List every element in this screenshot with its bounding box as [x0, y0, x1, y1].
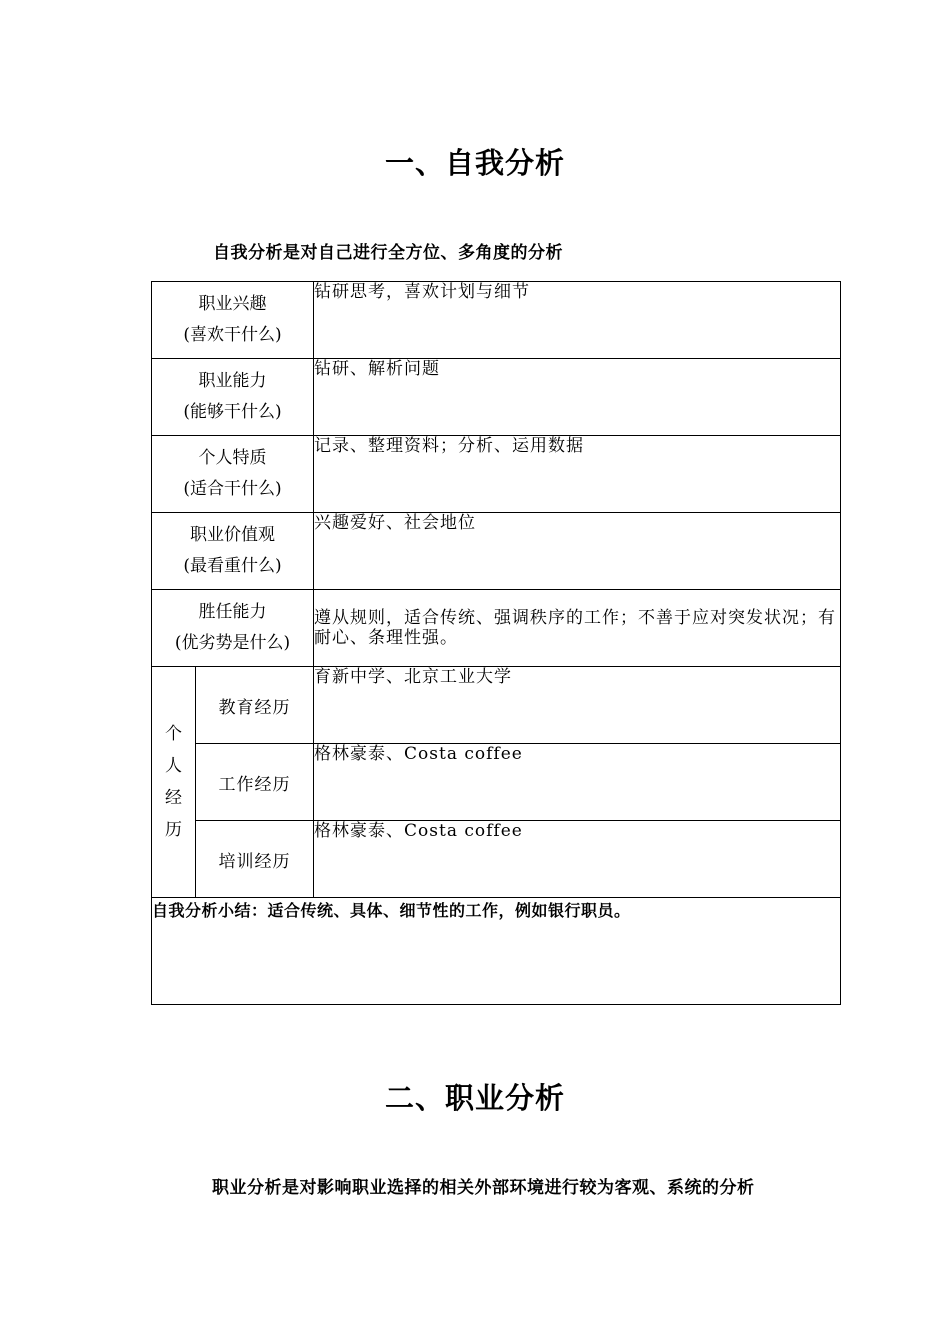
experience-group-char: 个 [165, 724, 182, 744]
row-value: 遵从规则，适合传统、强调秩序的工作；不善于应对突发状况；有耐心、条理性强。 [314, 590, 841, 667]
row-label: 胜任能力 [198, 602, 267, 622]
row-sublabel: (优劣势是什么) [174, 633, 291, 653]
experience-label: 培训经历 [196, 821, 314, 898]
row-label-cell [152, 282, 314, 359]
table-row [152, 359, 841, 436]
table-row [152, 282, 841, 359]
table-row [152, 436, 841, 513]
row-value: 钻研、解析问题 [314, 359, 841, 436]
row-sublabel: (能够干什么) [183, 402, 282, 422]
section-title-career-analysis: 二、职业分析 [384, 1081, 565, 1115]
experience-label: 教育经历 [196, 667, 314, 744]
table-row [152, 744, 841, 821]
row-label: 职业能力 [198, 371, 267, 391]
row-label-cell [152, 359, 314, 436]
table-row [152, 590, 841, 667]
row-value: 钻研思考，喜欢计划与细节 [314, 282, 841, 359]
self-analysis-summary: 自我分析小结：适合传统、具体、细节性的工作，例如银行职员。 [152, 898, 841, 1005]
experience-label: 工作经历 [196, 744, 314, 821]
self-analysis-table [151, 281, 841, 1005]
section-intro-career-analysis: 职业分析是对影响职业选择的相关外部环境进行较为客观、系统的分析 [212, 1178, 755, 1198]
row-sublabel: (适合干什么) [183, 479, 282, 499]
row-value: 记录、整理资料；分析、运用数据 [314, 436, 841, 513]
table-row [152, 898, 841, 1005]
table-row [152, 821, 841, 898]
experience-group-char: 历 [165, 820, 182, 840]
experience-group-char: 人 [165, 756, 182, 776]
table-row [152, 513, 841, 590]
experience-value: 育新中学、北京工业大学 [314, 667, 841, 744]
table-row [152, 667, 841, 744]
row-sublabel: (喜欢干什么) [183, 325, 282, 345]
experience-group-label [152, 667, 196, 898]
row-label: 职业价值观 [190, 525, 275, 545]
row-label-cell [152, 436, 314, 513]
row-label: 个人特质 [198, 448, 267, 468]
row-label-cell [152, 590, 314, 667]
experience-value: 格林豪泰、Costa coffee [314, 744, 841, 821]
row-sublabel: (最看重什么) [183, 556, 282, 576]
section-title-self-analysis: 一、自我分析 [384, 146, 565, 180]
section-intro-self-analysis: 自我分析是对自己进行全方位、多角度的分析 [213, 243, 563, 263]
row-value: 兴趣爱好、社会地位 [314, 513, 841, 590]
experience-group-char: 经 [165, 788, 182, 808]
row-label-cell [152, 513, 314, 590]
row-label: 职业兴趣 [198, 294, 267, 314]
experience-value: 格林豪泰、Costa coffee [314, 821, 841, 898]
